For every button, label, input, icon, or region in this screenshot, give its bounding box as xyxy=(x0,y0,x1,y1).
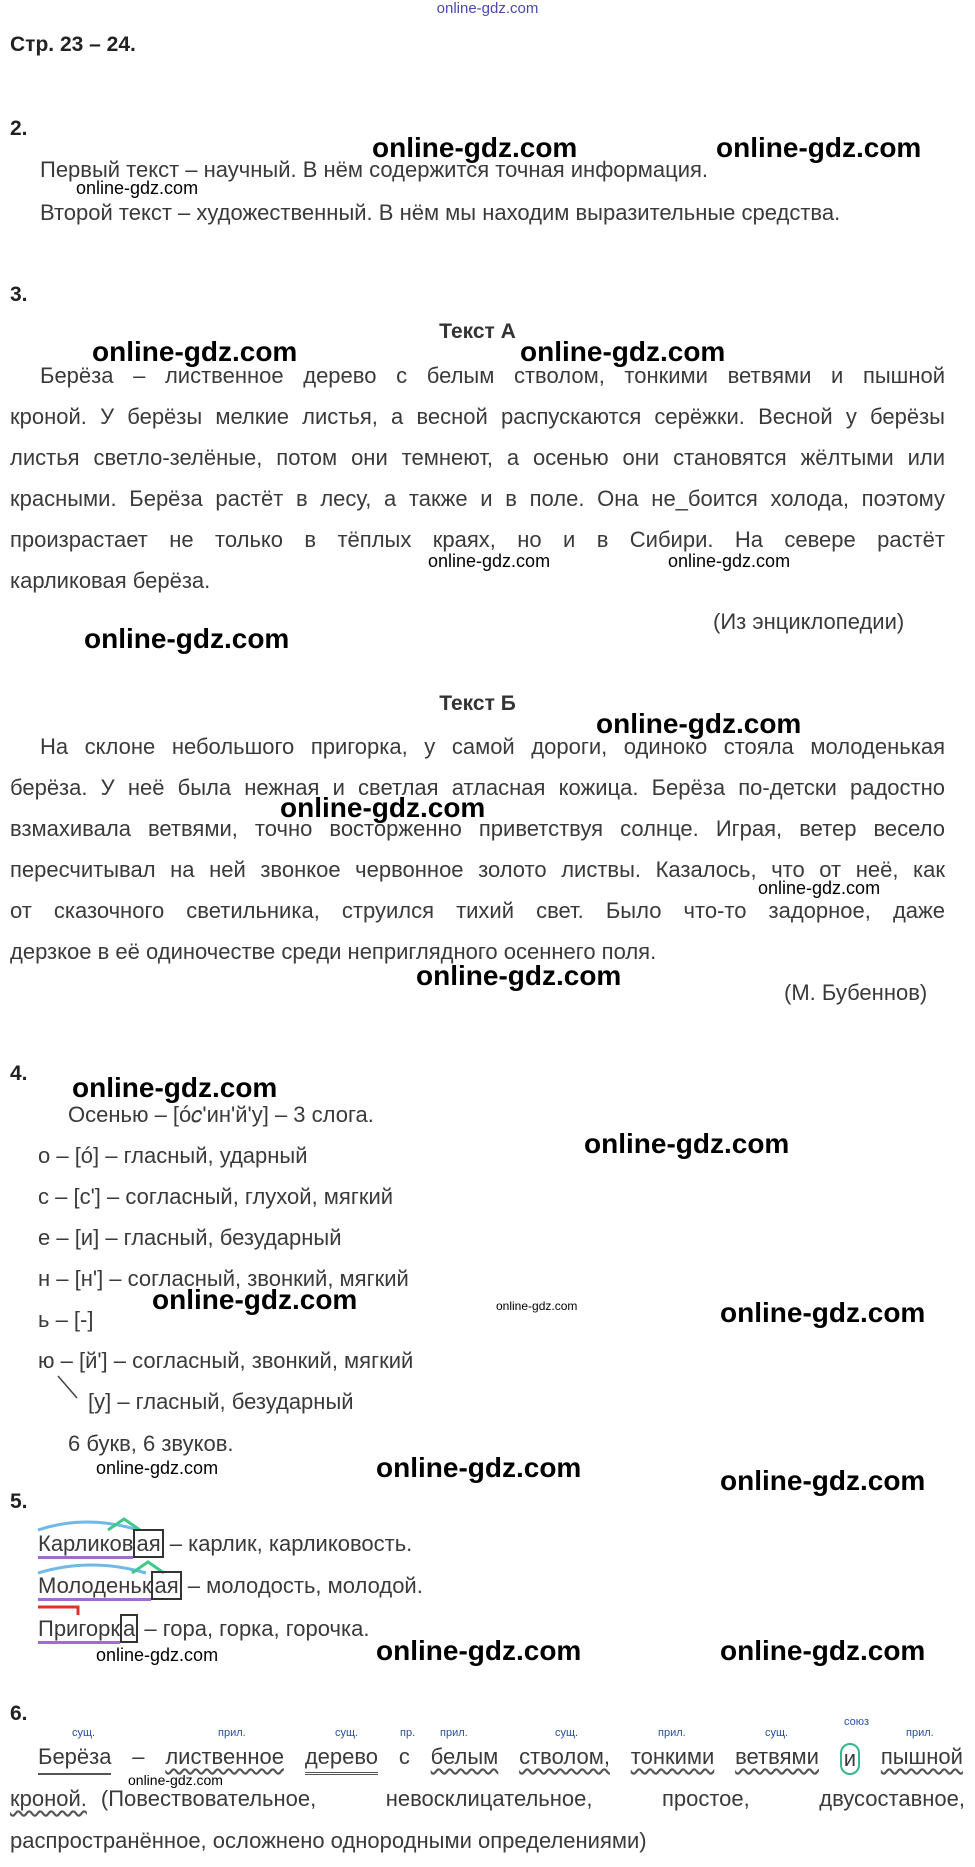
word-root: Карликов xyxy=(38,1531,133,1559)
morpheme-item xyxy=(38,1530,412,1558)
word-ending: а xyxy=(120,1614,138,1643)
subject-word: Берёза xyxy=(38,1743,111,1775)
branch-line xyxy=(55,1373,85,1403)
watermark: online-gdz.com xyxy=(720,1465,926,1496)
word-ending: ая xyxy=(151,1571,181,1600)
task4-summary: 6 букв, 6 звуков. xyxy=(68,1431,234,1456)
watermark: online-gdz.com xyxy=(280,792,486,823)
attribute-word: лиственное xyxy=(165,1744,284,1769)
characteristics: (Повествовательное, невосклицательное, простое, двусоставное, xyxy=(100,1786,965,1811)
watermark: online-gdz.com xyxy=(720,1635,926,1666)
attribute-word: белым xyxy=(430,1744,499,1769)
textB-line: берёза. У неё была нежная и светлая атласная кожица. Берёза по-детски радостно xyxy=(10,775,945,800)
task6-number: 6. xyxy=(10,1702,28,1725)
watermark: online-gdz.com xyxy=(76,178,199,198)
pos-annotation: прил. xyxy=(658,1727,686,1739)
watermark: online-gdz.com xyxy=(152,1284,358,1315)
phonetic-row: о – [ó] – гласный, ударный xyxy=(38,1143,308,1168)
watermark: online-gdz.com xyxy=(416,960,622,991)
pos-annotation: прил. xyxy=(440,1727,468,1739)
conjunction-word: и xyxy=(840,1743,860,1775)
pos-annotation: сущ. xyxy=(72,1727,96,1739)
preposition-word: с xyxy=(398,1744,410,1769)
textB-title: Текст Б xyxy=(439,692,516,715)
textB-source: (М. Бубеннов) xyxy=(784,980,928,1005)
word-root: Молоденьк xyxy=(38,1573,151,1601)
watermark: online-gdz.com xyxy=(758,878,881,898)
watermark: online-gdz.com xyxy=(96,1645,219,1665)
watermark: online-gdz.com xyxy=(716,132,922,163)
watermark: online-gdz.com xyxy=(720,1297,926,1328)
task2-number: 2. xyxy=(10,117,28,140)
textA-line: произрастает не только в тёплых краях, но и в Сибири. На севере растёт xyxy=(10,527,945,552)
morpheme-item xyxy=(38,1615,369,1643)
task5-number: 5. xyxy=(10,1490,28,1513)
attribute-word: кроной. xyxy=(10,1786,87,1811)
pos-annotation: прил. xyxy=(906,1727,934,1739)
textA-line: кроной. У берёзы мелкие листья, а весной распускаются серёжки. Весной у берёзы xyxy=(10,404,945,429)
textA-line: карликовая берёза. xyxy=(10,568,211,593)
watermark: online-gdz.com xyxy=(496,1299,578,1313)
task2-line1: Первый текст – научный. В нём содержится точная информация. xyxy=(40,157,709,182)
textB-line: от сказочного светильника, струился тихий свет. Было что-то задорное, даже xyxy=(10,898,945,923)
attribute-word: пышной xyxy=(880,1744,963,1769)
watermark: online-gdz.com xyxy=(428,551,551,571)
watermark: online-gdz.com xyxy=(372,132,578,163)
predicate-word: дерево xyxy=(305,1743,378,1775)
phonetic-row: [у] – гласный, безударный xyxy=(88,1389,354,1414)
watermark: online-gdz.com xyxy=(96,1458,219,1478)
watermark: online-gdz.com xyxy=(584,1128,790,1159)
pos-annotation: сущ. xyxy=(555,1727,579,1739)
textA-line: листья светло-зелёные, потом они темнеют, а осенью они становятся жёлтыми или xyxy=(10,445,945,470)
phonetic-row: н – [н'] – согласный, звонкий, мягкий xyxy=(38,1266,409,1291)
phonetic-row: ь – [-] xyxy=(38,1307,94,1332)
characteristics-end: распространённое, осложнено однородными определениями) xyxy=(10,1828,647,1853)
pos-annotation: пр. xyxy=(400,1727,416,1739)
word-root: Пригорк xyxy=(38,1616,120,1644)
watermark: online-gdz.com xyxy=(128,1772,223,1788)
phonetic-row: е – [и] – гласный, безударный xyxy=(38,1225,342,1250)
attribute-word: тонкими xyxy=(630,1744,715,1769)
textB-line: дерзкое в её одиночестве среди неприглядного осеннего поля. xyxy=(10,939,657,964)
task3-number: 3. xyxy=(10,283,28,306)
phonetic-row: ю – [й'] – согласный, звонкий, мягкий xyxy=(38,1348,414,1373)
watermark: online-gdz.com xyxy=(84,623,290,654)
textB-line: пересчитывал на ней звонкое червонное золото листвы. Казалось, что от неё, как xyxy=(10,857,945,882)
textA-line: Берёза – лиственное дерево с белым стволом, тонкими ветвями и пышной xyxy=(40,363,945,388)
watermark: online-gdz.com xyxy=(72,1072,278,1103)
textA-line: красными. Берёза растёт в лесу, а также и в поле. Она не_боится холода, поэтому xyxy=(10,486,945,511)
pos-annotation: сущ. xyxy=(765,1727,789,1739)
task4-number: 4. xyxy=(10,1062,28,1085)
related-words: – карлик, карликовость. xyxy=(163,1531,413,1556)
pos-annotation: сущ. xyxy=(335,1727,359,1739)
morpheme-item xyxy=(38,1572,423,1600)
pos-annotation: прил. xyxy=(218,1727,246,1739)
textA-source: (Из энциклопедии) xyxy=(713,609,905,634)
textA-title: Текст А xyxy=(439,320,516,343)
pos-annotation: союз xyxy=(844,1716,870,1728)
page-title: Стр. 23 – 24. xyxy=(10,33,136,56)
related-words: – гора, горка, горочка. xyxy=(138,1616,370,1641)
related-words: – молодость, молодой. xyxy=(181,1573,423,1598)
dash: – xyxy=(132,1744,145,1769)
word-ending: ая xyxy=(133,1529,163,1558)
sentence-line1 xyxy=(38,1743,963,1775)
sentence-line2 xyxy=(10,1785,965,1813)
textB-line: На склоне небольшого пригорка, у самой дороги, одиноко стояла молоденькая xyxy=(40,734,945,759)
watermark: online-gdz.com xyxy=(376,1635,582,1666)
watermark: online-gdz.com xyxy=(596,708,802,739)
watermark: online-gdz.com xyxy=(668,551,791,571)
task2-line2: Второй текст – художественный. В нём мы находим выразительные средства. xyxy=(40,200,841,225)
phonetic-row: с – [с'] – согласный, глухой, мягкий xyxy=(38,1184,394,1209)
watermark: online-gdz.com xyxy=(376,1452,582,1483)
attribute-word: стволом, xyxy=(519,1744,610,1769)
task4-heading: Осенью – [ó𝑐'ин'й'у] – 3 слога. xyxy=(68,1102,374,1127)
textB-line: взмахивала ветвями, точно восторженно приветствуя солнце. Играя, ветер весело xyxy=(10,816,945,841)
watermark: online-gdz.com xyxy=(520,336,726,367)
attribute-word: ветвями xyxy=(735,1744,819,1769)
top-watermark: online-gdz.com xyxy=(436,0,539,17)
watermark: online-gdz.com xyxy=(92,336,298,367)
